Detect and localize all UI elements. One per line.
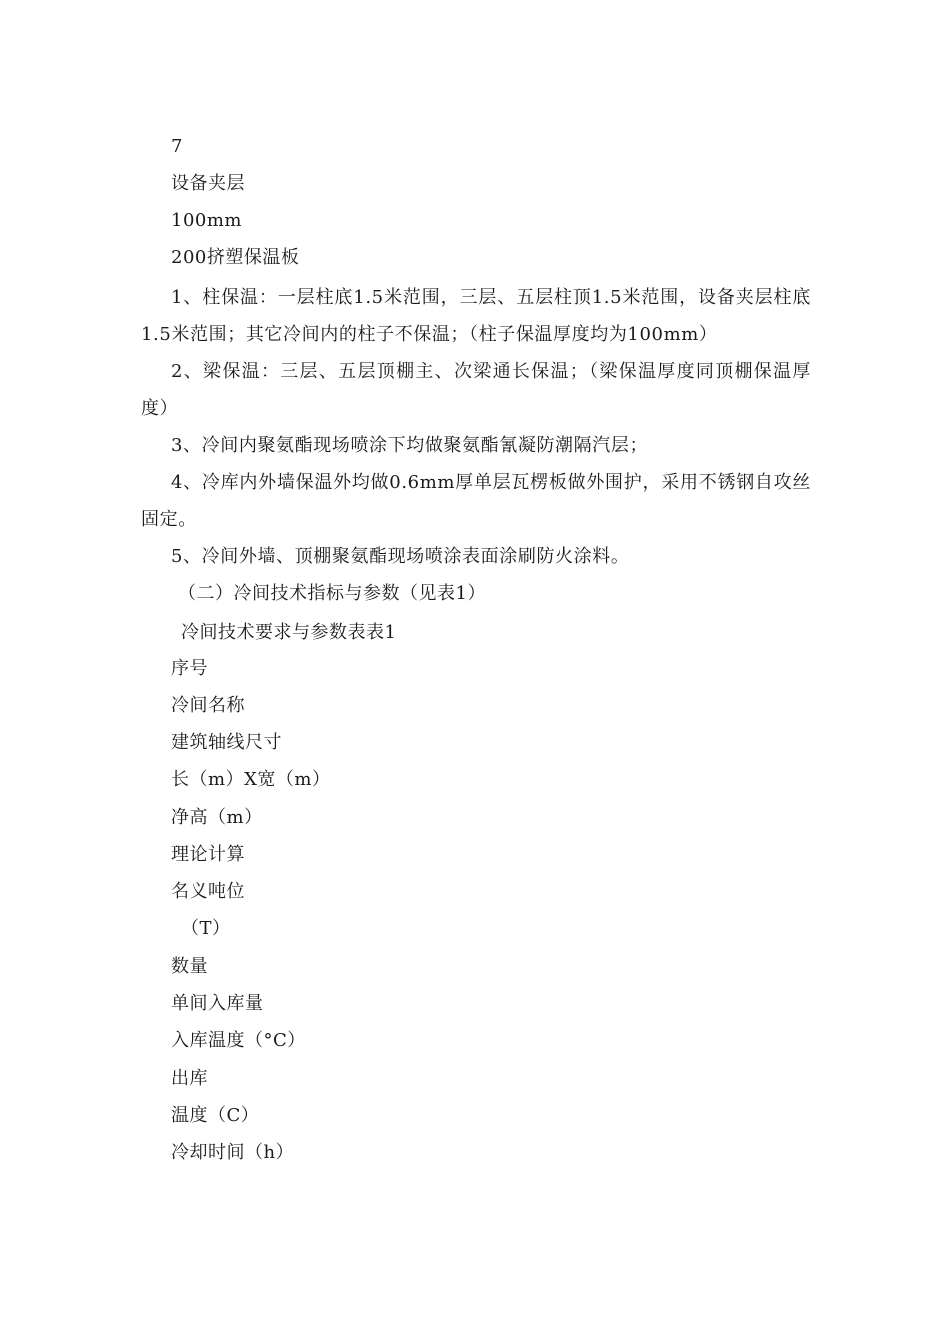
paragraph-fireproof-coating: 5、冷间外墙、顶棚聚氨酯现场喷涂表面涂刷防火涂料。: [171, 546, 630, 567]
table-header-tonnage-unit: （T）: [181, 918, 231, 939]
paragraph-wall-cladding: 4、冷库内外墙保温外均做0.6mm厚单层瓦楞板做外围护，采用不锈钢自攻丝固定。: [141, 472, 811, 530]
table-header-single-room-intake: 单间入库量: [171, 993, 264, 1014]
section-heading: （二）冷间技术指标与参数（见表1）: [178, 583, 486, 604]
table-title: 冷间技术要求与参数表表1: [181, 622, 397, 643]
paragraph-column-insulation: 1、柱保温：一层柱底1.5米范围，三层、五层柱顶1.5米范围，设备夹层柱底1.5米范围；其它冷间内的柱子不保温；（柱子保温厚度均为100mm）: [141, 287, 811, 345]
table-header-cooling-time: 冷却时间（h）: [171, 1142, 295, 1163]
row-label-equipment-mezzanine: 设备夹层: [171, 173, 245, 194]
table-header-length-width: 长（m）X宽（m）: [171, 769, 331, 790]
table-header-room-name: 冷间名称: [171, 695, 245, 716]
table-header-serial-number: 序号: [171, 658, 208, 679]
paragraph-vapor-barrier: 3、冷间内聚氨酯现场喷涂下均做聚氨酯氰凝防潮隔汽层；: [171, 435, 649, 456]
table-header-quantity: 数量: [171, 956, 208, 977]
table-header-outbound-temperature: 温度（C）: [171, 1105, 260, 1126]
table-header-outbound: 出库: [171, 1068, 208, 1089]
table-header-axis-dimensions: 建筑轴线尺寸: [171, 732, 282, 753]
table-header-clear-height: 净高（m）: [171, 807, 263, 828]
table-header-nominal-tonnage: 名义吨位: [171, 881, 245, 902]
table-header-theoretical-calc: 理论计算: [171, 844, 245, 865]
paragraph-beam-insulation: 2、梁保温：三层、五层顶棚主、次梁通长保温；（梁保温厚度同顶棚保温厚度）: [141, 361, 811, 419]
row-number-7: 7: [171, 136, 183, 157]
row-value-insulation-board: 200挤塑保温板: [171, 247, 300, 268]
table-header-intake-temperature: 入库温度（°C）: [171, 1030, 306, 1051]
row-value-thickness: 100mm: [171, 210, 242, 231]
